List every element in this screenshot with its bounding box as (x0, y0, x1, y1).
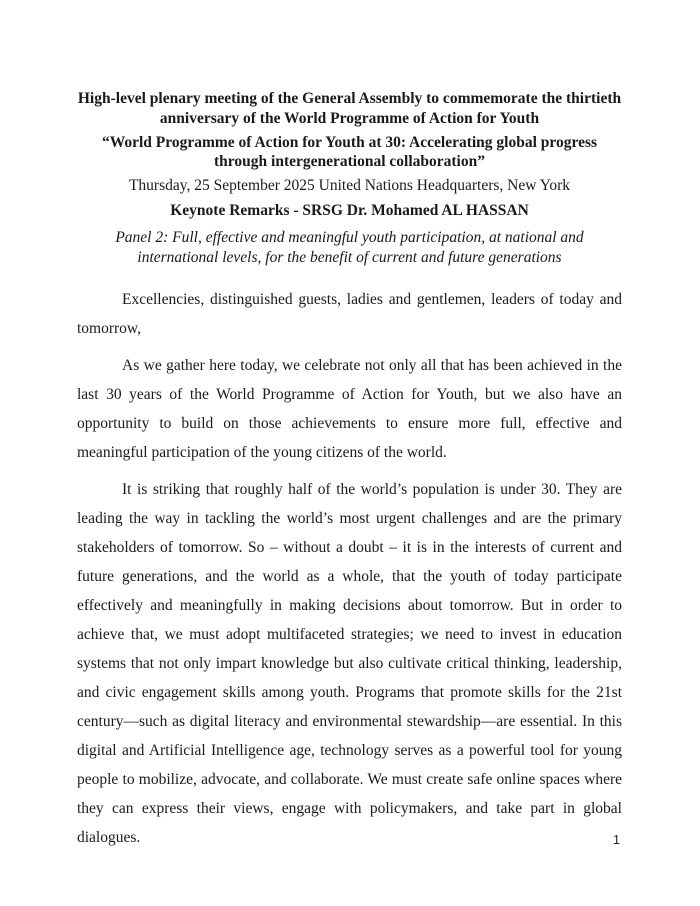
document-body (77, 285, 622, 852)
paragraph: It is striking that roughly half of the world’s population is under 30. They are leading the way in tackling the world’s most urgent challenges and are the primary stakeholders of tomorrow. So – without a doubt – it is in the interests of current and future generations, and the world as a whole, that the youth of today participate effectively and meaningfully in making decisions about tomorrow. But in order to achieve that, we must adopt multifaceted strategies; we need to invest in education systems that not only impart knowledge but also cultivate critical thinking, leadership, and civic engagement skills among youth. Programs that promote skills for the 21st century—such as digital literacy and environmental stewardship—are essential. In this digital and Artificial Intelligence age, technology serves as a powerful tool for young people to mobilize, advocate, and collaborate. We must create safe online spaces where they can express their views, engage with policymakers, and take part in global dialogues. (77, 481, 622, 847)
doc-title: High-level plenary meeting of the General Assembly to commemorate the thirtieth anniversary of the World Programme of Action for Youth (77, 90, 622, 127)
doc-keynote-line: Keynote Remarks - SRSG Dr. Mohamed AL HASSAN (170, 201, 529, 219)
doc-panel-line: Panel 2: Full, effective and meaningful youth participation, at national and international levels, for the benefit of current and future generations (115, 228, 584, 266)
paragraph: As we gather here today, we celebrate not only all that has been achieved in the last 30 years of the World Programme of Action for Youth, but we also have an opportunity to build on those achievements to ensure more full, effective and meaningful participation of the young citizens of the world. (77, 357, 622, 462)
page-number: 1 (613, 833, 620, 847)
doc-subtitle: “World Programme of Action for Youth at 30: Accelerating global progress through intergenerational collaboration” (101, 133, 598, 171)
document-header (77, 89, 622, 267)
paragraph: Excellencies, distinguished guests, ladies and gentlemen, leaders of today and tomorrow, (77, 291, 622, 338)
doc-dateline: Thursday, 25 September 2025 United Nations Headquarters, New York (128, 177, 571, 195)
